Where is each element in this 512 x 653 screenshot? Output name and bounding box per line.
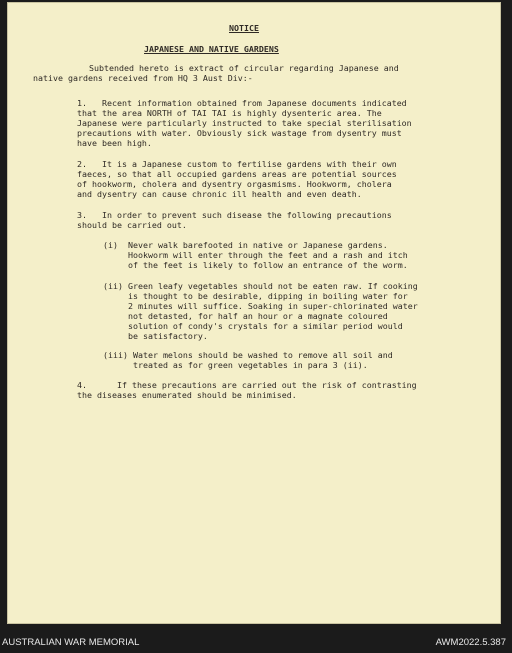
sub2-line-3: 2 minutes will suffice. Soaking in super-chlorinated water [103, 301, 418, 311]
para2-line-3: of hookworm, cholera and dysentry orgasmisms. Hookworm, cholera [77, 179, 392, 189]
para4-line-2: the diseases enumerated should be minimised. [77, 390, 297, 400]
para3-line-2: should be carried out. [77, 220, 187, 230]
sub2-line-4: not detasted, for half an hour or a magnate coloured [103, 311, 388, 321]
footer-accession-number: AWM2022.5.387 [435, 636, 506, 648]
sub2-line-5: solution of condy's crystals for a similar period would [103, 321, 403, 331]
intro-line-2: native gardens received from HQ 3 Aust Div:- [33, 73, 253, 83]
notice-title: NOTICE [229, 23, 259, 33]
sub2-line-2: is thought to be desirable, dipping in boiling water for [103, 291, 408, 301]
sub1-line-1: (i) Never walk barefooted in native or Japanese gardens. [103, 240, 388, 250]
para1-line-5: have been high. [77, 138, 152, 148]
para1-line-2: that the area NORTH of TAI TAI is highly dysenteric area. The [77, 108, 382, 118]
sub1-line-2: Hookworm will enter through the feet and a rash and itch [103, 250, 408, 260]
para1-line-1: 1. Recent information obtained from Japanese documents indicated [77, 98, 407, 108]
para3-line-1: 3. In order to prevent such disease the following precautions [77, 210, 392, 220]
footer-institution: AUSTRALIAN WAR MEMORIAL [2, 636, 140, 648]
para2-line-4: and dysentry can cause chronic ill health and even death. [77, 189, 362, 199]
intro-line-1: Subtended hereto is extract of circular regarding Japanese and [89, 63, 399, 73]
sub3-line-1: (iii) Water melons should be washed to remove all soil and [103, 350, 393, 360]
para2-line-1: 2. It is a Japanese custom to fertilise gardens with their own [77, 159, 397, 169]
para4-line-1: 4. If these precautions are carried out the risk of contrasting [77, 380, 417, 390]
notice-subtitle: JAPANESE AND NATIVE GARDENS [144, 44, 279, 54]
sub1-line-3: of the feet is likely to follow an entrance of the worm. [103, 260, 408, 270]
para2-line-2: faeces, so that all occupied gardens areas are potential sources [77, 169, 397, 179]
sub2-line-1: (ii) Green leafy vegetables should not be eaten raw. If cooking [103, 281, 418, 291]
para1-line-3: Japanese were particularly instructed to take special sterilisation [77, 118, 412, 128]
footer-bar [0, 631, 512, 653]
para1-line-4: precautions with water. Obviously sick wastage from dysentry must [77, 128, 402, 138]
sub3-line-2: treated as for green vegetables in para 3 (ii). [103, 360, 368, 370]
document-page [7, 2, 501, 624]
sub2-line-6: be satisfactory. [103, 331, 208, 341]
